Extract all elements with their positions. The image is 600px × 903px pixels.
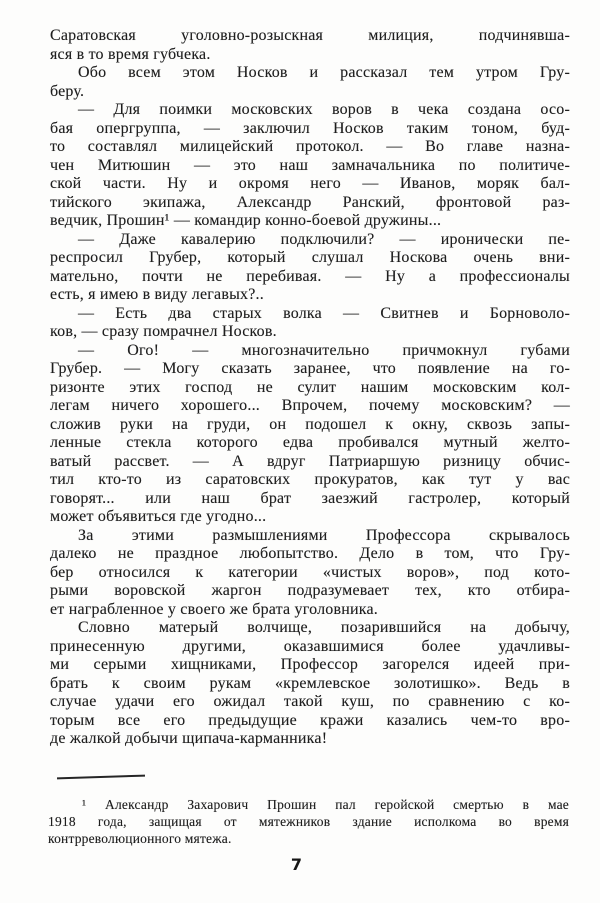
text-line: то составлял милицейский протокол. — Во главе назна- <box>50 138 570 155</box>
text-line: де жалкой добычи щипача-карманника! <box>50 730 328 747</box>
text-line: ризонте этих господ не сулит нашим московским кол- <box>50 378 570 396</box>
text-line: сложив руки на груди, он подошел к окну, сквозь запы- <box>50 415 570 433</box>
text-line: принесенную другими, оказавшимися более удачливы- <box>50 637 570 655</box>
text-line: рыми воровской жаргон подразумевает тех, кто отбира- <box>50 582 570 599</box>
text-line: ет награбленное у своего же брата уголовника. <box>50 600 378 618</box>
text-line: Обо всем этом Носков и рассказал тем утром Гру- <box>78 64 570 81</box>
page-number: 7 <box>290 855 303 874</box>
text-line: случае удачи его ожидал такой куш, по сравнению с ко- <box>50 693 570 710</box>
text-line: тил кто-то из саратовских прокуратов, как тут у вас <box>50 471 570 488</box>
text-line: ведчик, Прошин¹ — командир конно-боевой дружины... <box>50 212 442 229</box>
text-line: яся в то время губчека. <box>50 45 211 63</box>
footnote <box>48 796 569 847</box>
text-line: легам ничего хорошего... Впрочем, почему московским? — <box>50 397 570 414</box>
text-line: 1918 года, защищая от мятежников здание исполкома во время <box>48 814 569 829</box>
text-line: — Есть два старых волка — Свитнев и Борноволо- <box>78 304 570 322</box>
text-line: брать к своим рукам «кремлевское золотишко». Ведь в <box>50 674 570 692</box>
text-line: бая опергруппа, — заключил Носков таким тоном, буд- <box>50 119 570 137</box>
text-line: ми серыми хищниками, Профессор загорелся идеей при- <box>50 656 570 673</box>
text-line: Саратовская уголовно-розыскная милиция, подчинявша- <box>50 27 570 44</box>
text-line: говорят... или наш брат заезжий гастролер, который <box>50 489 570 507</box>
text-line: далеко не праздное любопытство. Дело в том, что Гру- <box>50 545 570 562</box>
text-line: беру. <box>50 82 85 100</box>
text-line: — Для поимки московских воров в чека создана осо- <box>78 101 570 118</box>
text-line: тийского экипажа, Александр Ранский, фронтовой раз- <box>50 193 570 211</box>
text-line: респросил Грубер, который слушал Носкова очень вни- <box>50 249 570 266</box>
text-line: ¹ Александр Захарович Прошин пал геройской смертью в мае <box>82 797 569 812</box>
text-line: — Ого! — многозначительно причмокнул губами <box>78 341 570 359</box>
text-line: чен Митюшин — это наш замначальника по политиче- <box>50 156 570 174</box>
text-line: торым все его предыдущие кражи казались чем-то вро- <box>50 711 570 729</box>
text-line: ватый рассвет. — А вдруг Патриаршую ризницу обчис- <box>50 452 570 470</box>
text-line: бер относился к категории «чистых воров», под кото- <box>50 563 570 581</box>
text-line: — Даже кавалерию подключили? — иронически пе- <box>78 230 570 248</box>
text-line: Словно матерый волчище, позарившийся на добычу, <box>78 619 570 636</box>
footnote-separator <box>57 775 145 780</box>
text-line: контрреволюционного мятежа. <box>48 831 232 846</box>
text-line: мательно, почти не перебивая. — Ну а профессионалы <box>50 267 570 285</box>
page-body-text <box>50 27 570 749</box>
text-line: Грубер. — Могу сказать заранее, что появление на го- <box>50 360 570 377</box>
text-line: ков, — сразу помрачнел Носков. <box>50 323 277 340</box>
text-line: есть, я имею в виду легавых?.. <box>50 286 264 303</box>
text-line: За этими размышлениями Профессора скрывалось <box>78 526 570 544</box>
text-line: ленные стекла которого едва пробивался мутный желто- <box>50 434 570 451</box>
text-line: может объявиться где угодно... <box>50 508 267 525</box>
text-line: ской части. Ну и окромя него — Иванов, моряк бал- <box>50 175 570 192</box>
